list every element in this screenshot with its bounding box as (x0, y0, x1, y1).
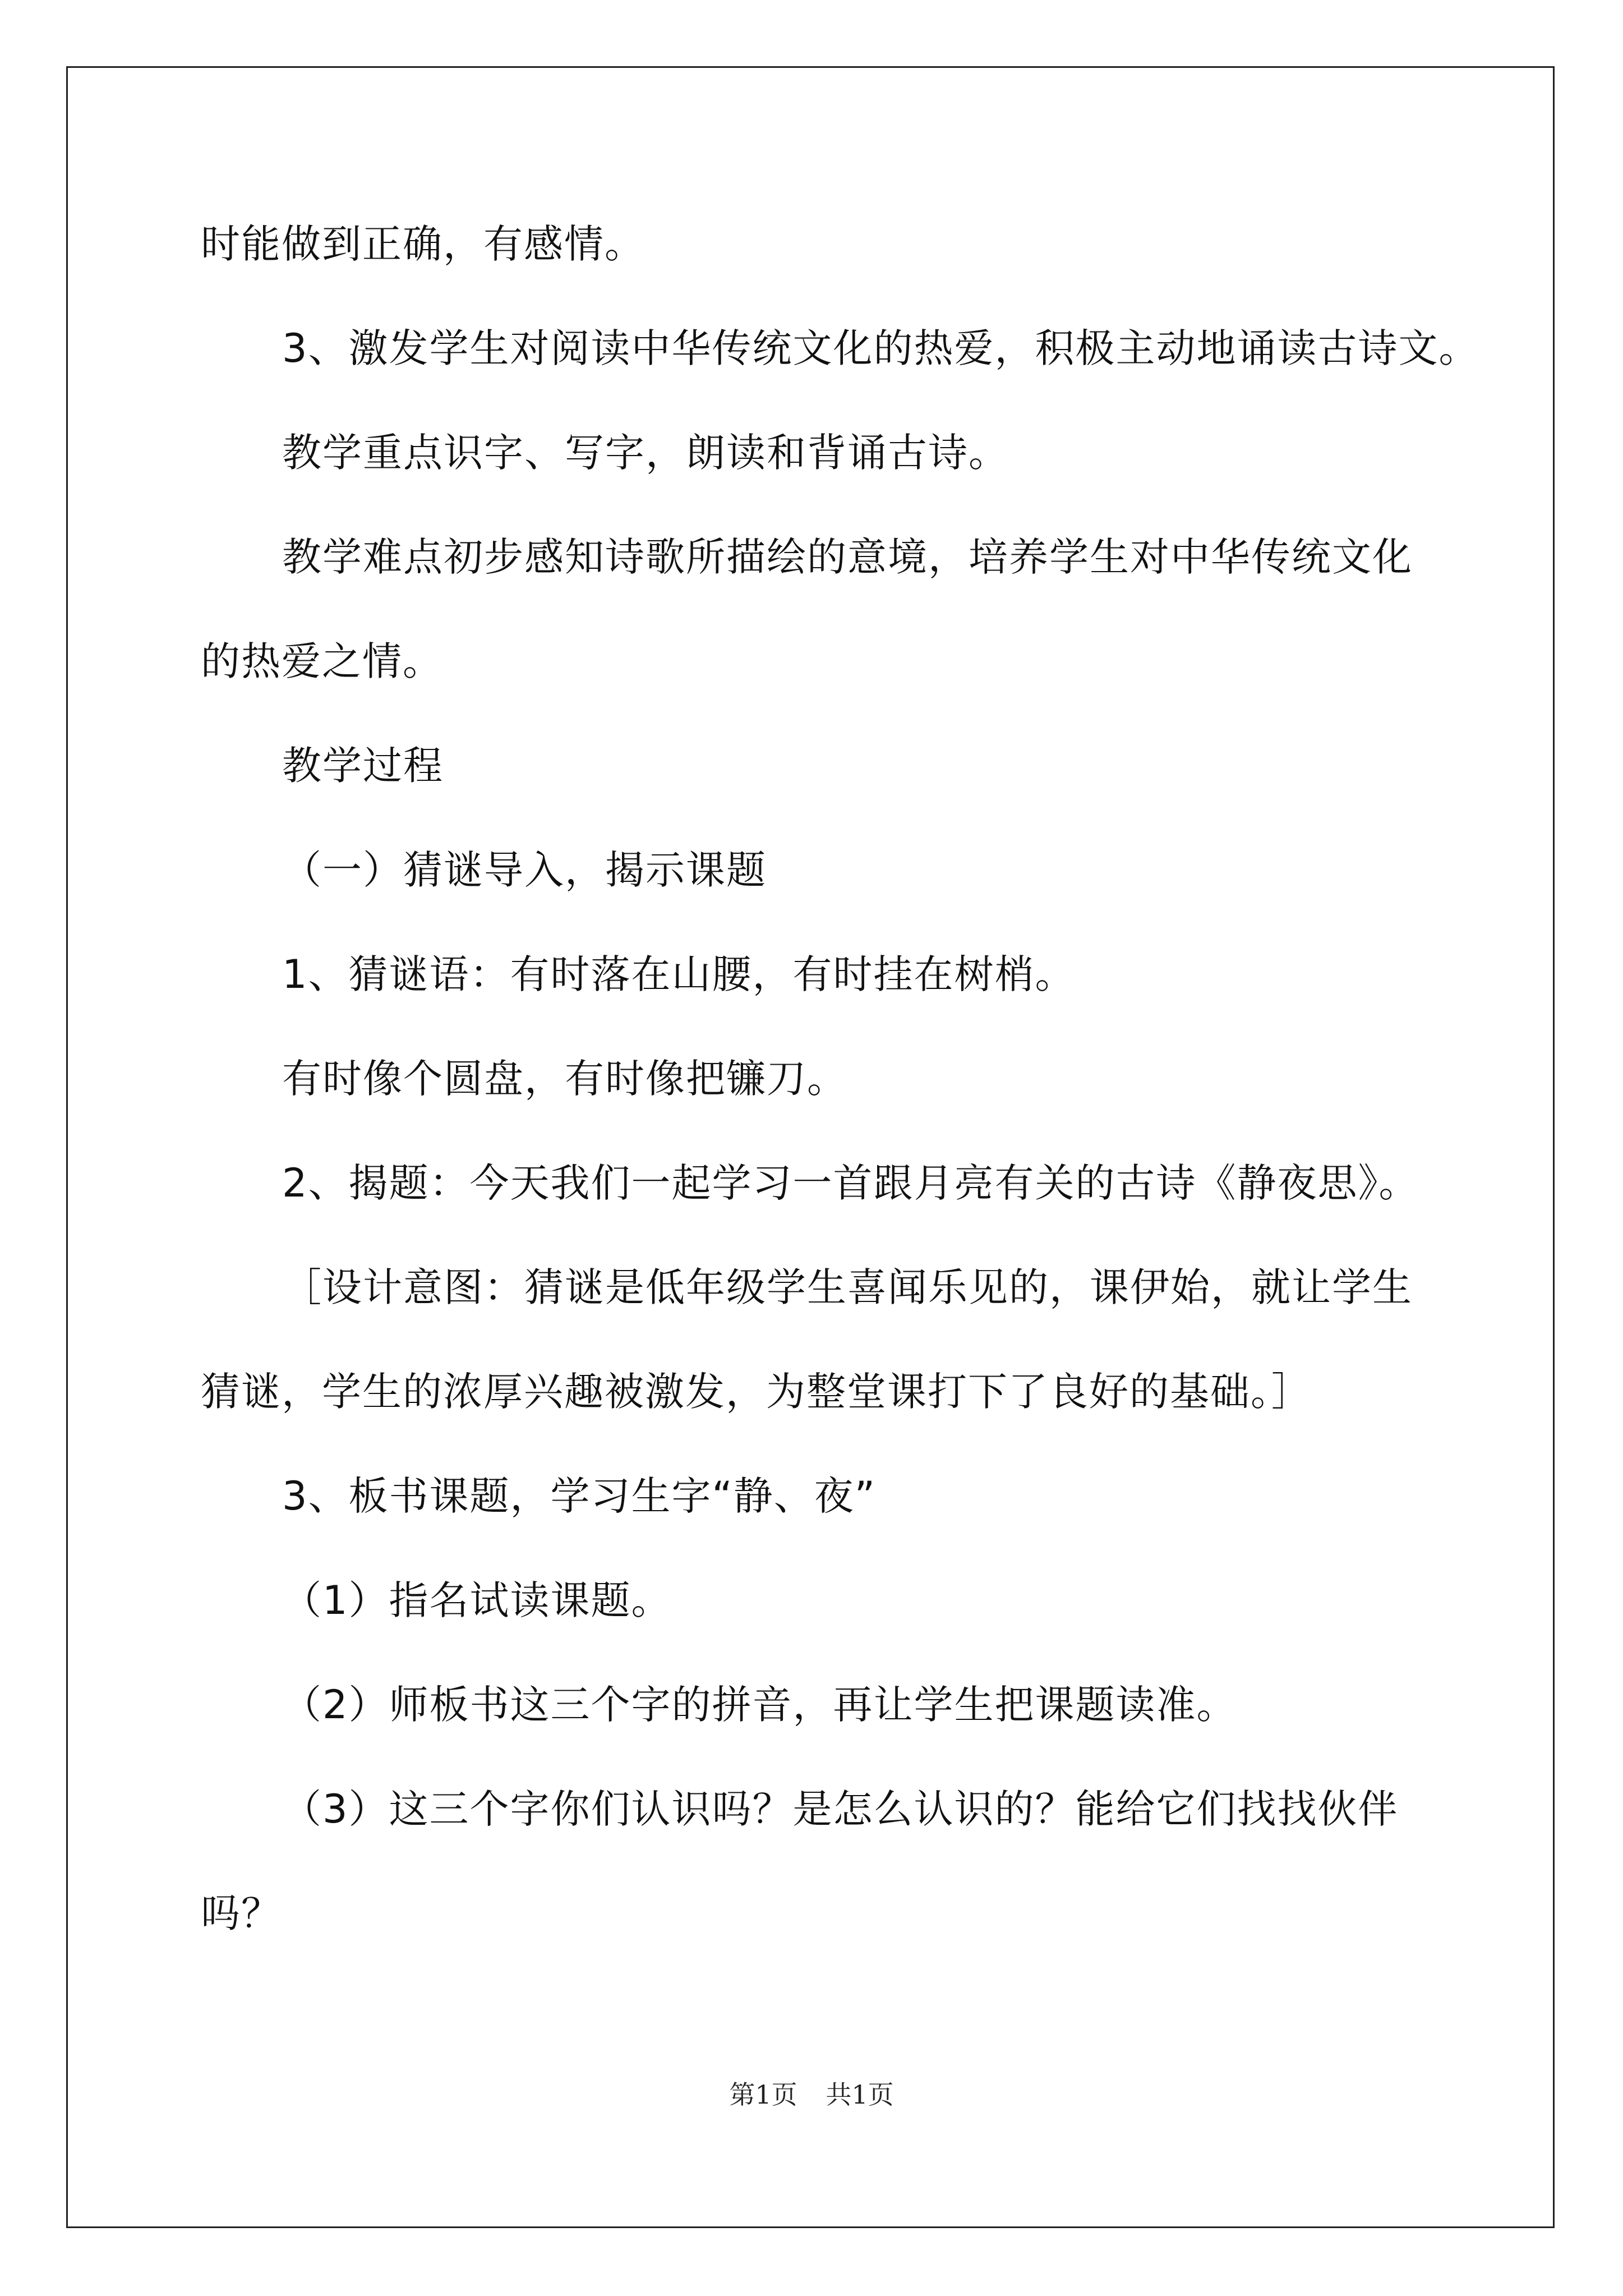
text-line: （2）师板书这三个字的拼音，再让学生把课题读准。 (282, 1682, 1237, 1728)
text-line: 2、揭题：今天我们一起学习一首跟月亮有关的古诗《静夜思》。 (282, 1160, 1419, 1206)
page-border (66, 66, 1555, 2228)
page-footer (0, 2074, 1623, 2111)
text-line: 教学难点初步感知诗歌所描绘的意境，培养学生对中华传统文化 (282, 534, 1413, 580)
text-line: 的热爱之情。 (201, 638, 443, 684)
text-line: 时能做到正确，有感情。 (201, 221, 645, 267)
text-line: （1）指名试读课题。 (282, 1577, 672, 1623)
text-line: 教学重点识字、写字，朗读和背诵古诗。 (282, 430, 1009, 476)
text-line: 吗？ (201, 1890, 282, 1936)
text-line: 3、激发学生对阅读中华传统文化的热爱，积极主动地诵读古诗文。 (282, 325, 1479, 371)
text-line: （3）这三个字你们认识吗？是怎么认识的？能给它们找找伙伴 (282, 1786, 1399, 1832)
text-line: ［设计意图：猜谜是低年级学生喜闻乐见的，课伊始，就让学生 (282, 1264, 1413, 1310)
text-line: 教学过程 (282, 743, 444, 789)
text-line: 有时像个圆盘，有时像把镰刀。 (282, 1056, 847, 1102)
page-total: 共1页 (826, 2079, 894, 2110)
text-line: （一）猜谜导入，揭示课题 (282, 847, 767, 893)
text-line: 猜谜，学生的浓厚兴趣被激发，为整堂课打下了良好的基础。］ (201, 1369, 1312, 1415)
page-number: 第1页 (729, 2079, 797, 2110)
text-line: 3、板书课题，学习生字“静、夜” (282, 1473, 877, 1519)
text-line: 1、猜谜语：有时落在山腰，有时挂在树梢。 (282, 951, 1076, 997)
